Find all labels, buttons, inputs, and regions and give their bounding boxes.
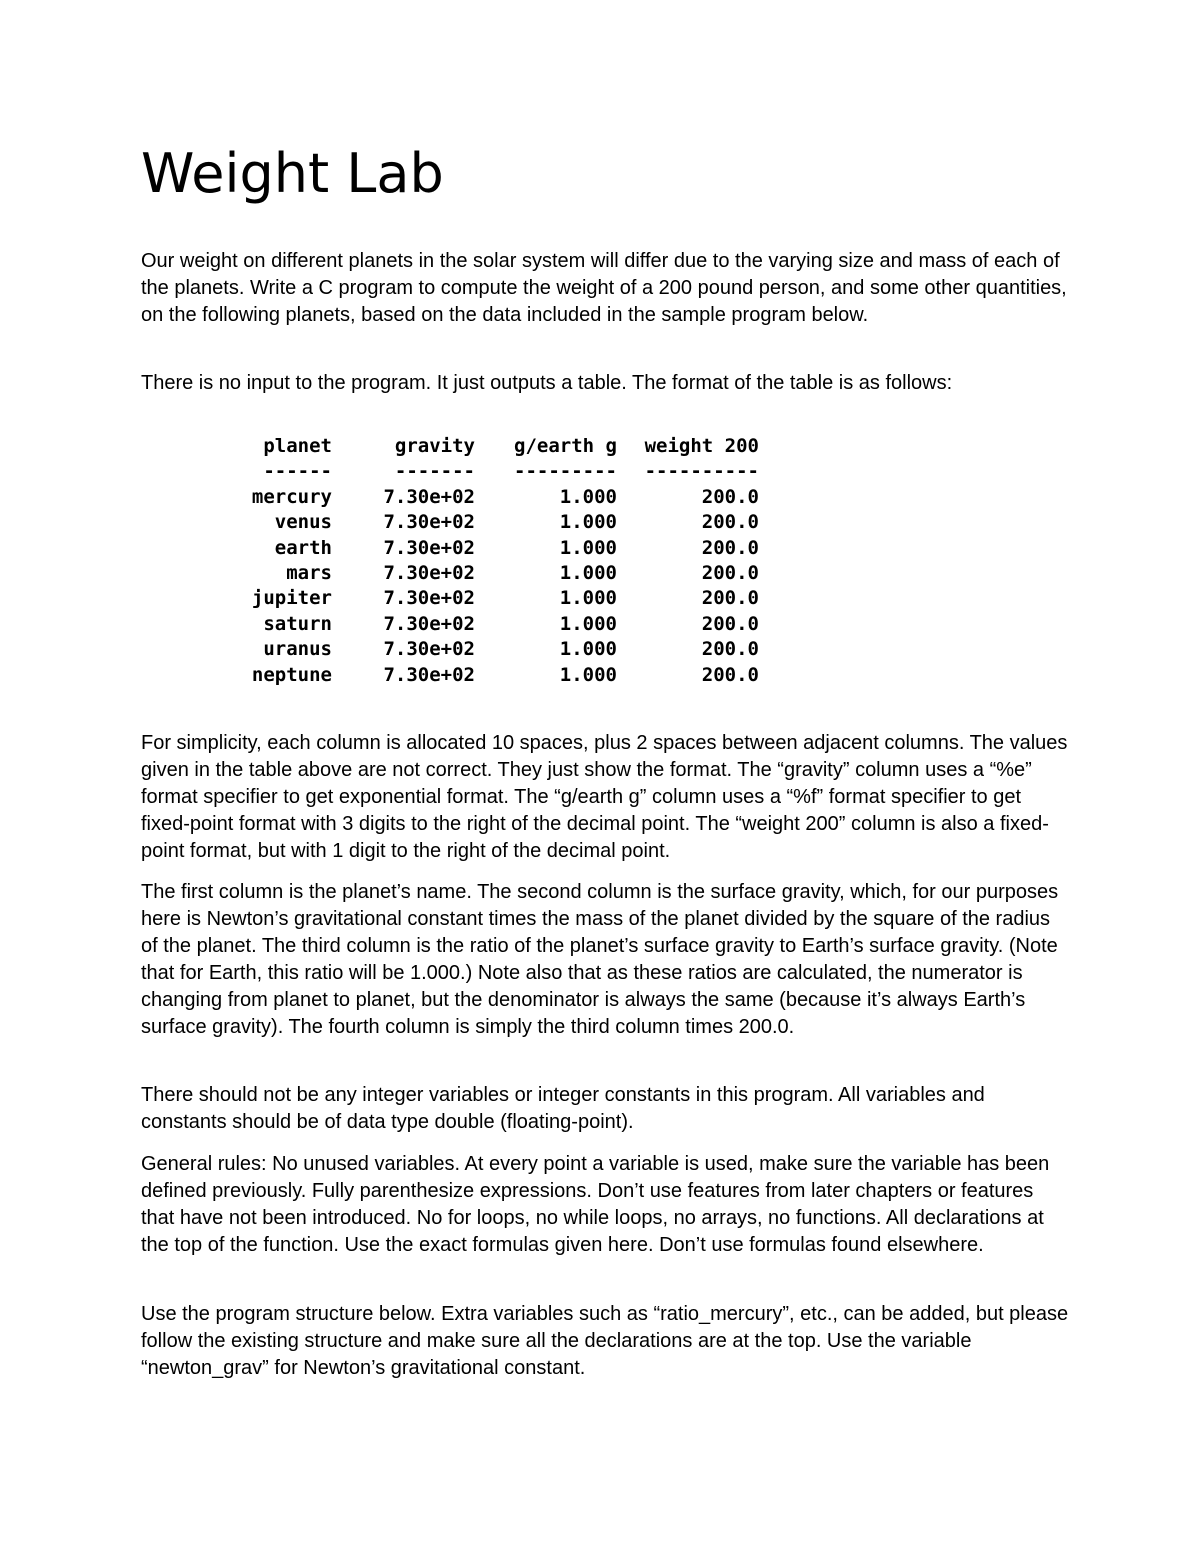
format-table xyxy=(240,434,759,688)
ratio-cell: 1.000 xyxy=(559,638,617,661)
gravity-cell: 7.30e+02 xyxy=(383,587,475,610)
gravity-cell: 7.30e+02 xyxy=(383,562,475,585)
ratio-cell: 1.000 xyxy=(559,612,617,635)
weight-cell: 200.0 xyxy=(701,663,759,686)
table-row xyxy=(240,561,759,586)
planet-cell: mars xyxy=(286,562,332,585)
separator-cell: ------- xyxy=(394,460,475,483)
separator-cell: --------- xyxy=(514,460,617,483)
weight-cell: 200.0 xyxy=(701,511,759,534)
table-row xyxy=(240,663,759,688)
intro-paragraph: There is no input to the program. It just outputs a table. The format of the table is as follows: xyxy=(141,372,953,394)
body-paragraph: There should not be any integer variables or integer constants in this program. All variables and constants should be of data type double (floating-point). xyxy=(141,1084,985,1133)
table-row xyxy=(240,612,759,637)
body-paragraph: For simplicity, each column is allocated 10 spaces, plus 2 spaces between adjacent columns. The values given in the table above are not correct. They just show the format. The “gravity” column uses a “%e” format specifier to get exponential format. The “g/earth g” column uses a “%f” format specifier to get fixed-point format with 3 digits to the right of the decimal point. The “weight 200” column is also a fixed-point format, but with 1 digit to the right of the decimal point. xyxy=(141,732,1068,862)
table-row xyxy=(240,510,759,535)
gravity-cell: 7.30e+02 xyxy=(383,485,475,508)
gravity-cell: 7.30e+02 xyxy=(383,536,475,559)
weight-cell: 200.0 xyxy=(701,638,759,661)
ratio-cell: 1.000 xyxy=(559,485,617,508)
weight-cell: 200.0 xyxy=(701,485,759,508)
table-row xyxy=(240,637,759,662)
body-paragraph: Use the program structure below. Extra variables such as “ratio_mercury”, etc., can be added, but please follow the existing structure and make sure all the declarations are at the top. Use the variable “newton_grav” for Newton’s gravitational constant. xyxy=(141,1303,1069,1379)
weight-cell: 200.0 xyxy=(701,612,759,635)
body-paragraph: The first column is the planet’s name. The second column is the surface gravity, which, for our purposes here is Newton’s gravitational constant times the mass of the planet divided by the square of the radius of the planet. The third column is the ratio of the planet’s surface gravity to Earth’s surface gravity. (Note that for Earth, this ratio will be 1.000.) Note also that as these ratios are calculated, the numerator is changing from planet to planet, but the denominator is always the same (because it’s always Earth’s surface gravity). The fourth column is simply the third column times 200.0. xyxy=(141,881,1059,1038)
table-row xyxy=(240,536,759,561)
separator-cell: ---------- xyxy=(644,460,759,483)
gravity-cell: 7.30e+02 xyxy=(383,663,475,686)
weight-cell: 200.0 xyxy=(701,587,759,610)
body-paragraph: General rules: No unused variables. At every point a variable is used, make sure the variable has been defined previously. Fully parenthesize expressions. Don’t use features from later chapters or features that have not been introduced. No for loops, no while loops, no arrays, no functions. All declarations at the top of the function. Use the exact formulas given here. Don’t use formulas found elsewhere. xyxy=(141,1153,1050,1256)
table-separator-row xyxy=(240,459,759,484)
planet-cell: saturn xyxy=(263,612,332,635)
ratio-cell: 1.000 xyxy=(559,562,617,585)
gravity-cell: 7.30e+02 xyxy=(383,511,475,534)
header-cell: weight 200 xyxy=(644,435,759,457)
header-cell: g/earth g xyxy=(514,435,617,457)
gravity-cell: 7.30e+02 xyxy=(383,638,475,661)
ratio-cell: 1.000 xyxy=(559,663,617,686)
weight-cell: 200.0 xyxy=(701,562,759,585)
planet-cell: earth xyxy=(274,536,332,559)
weight-cell: 200.0 xyxy=(701,536,759,559)
ratio-cell: 1.000 xyxy=(559,536,617,559)
ratio-cell: 1.000 xyxy=(559,511,617,534)
planet-cell: mercury xyxy=(251,485,332,508)
table-header-row xyxy=(240,434,759,459)
header-cell: gravity xyxy=(394,435,475,457)
separator-cell: ------ xyxy=(263,460,332,483)
planet-cell: uranus xyxy=(263,638,332,661)
planet-cell: neptune xyxy=(251,663,332,686)
page-title: Weight Lab xyxy=(141,142,444,205)
gravity-cell: 7.30e+02 xyxy=(383,612,475,635)
planet-cell: jupiter xyxy=(251,587,332,610)
format-table-container xyxy=(240,434,780,688)
table-row xyxy=(240,485,759,510)
planet-cell: venus xyxy=(274,511,332,534)
ratio-cell: 1.000 xyxy=(559,587,617,610)
table-row xyxy=(240,586,759,611)
intro-paragraph: Our weight on different planets in the solar system will differ due to the varying size and mass of each of the planets. Write a C program to compute the weight of a 200 pound person, and some other quantities, on the following planets, based on the data included in the sample program below. xyxy=(141,250,1067,326)
header-cell: planet xyxy=(263,435,332,457)
